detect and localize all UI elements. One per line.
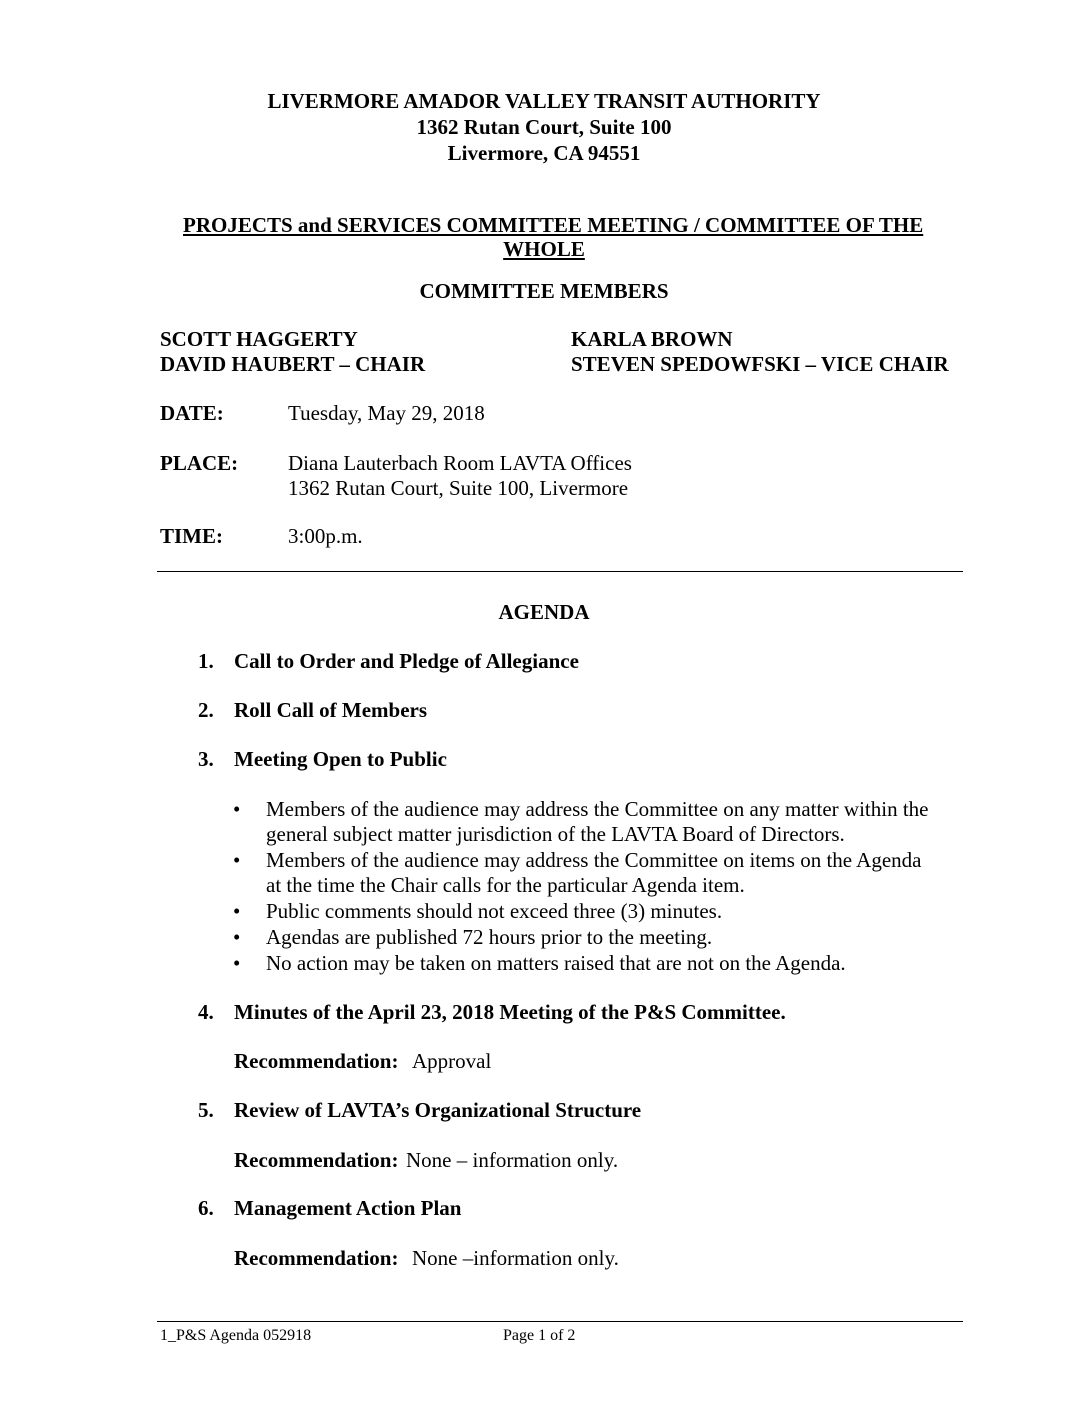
- bullet-text-line2: general subject matter jurisdiction of the LAVTA Board of Directors.: [266, 822, 845, 846]
- date-label: DATE:: [160, 401, 224, 425]
- recommendation-value: None –information only.: [412, 1246, 619, 1270]
- member-steven-spedowfski: STEVEN SPEDOWFSKI – VICE CHAIR: [571, 352, 949, 376]
- bullet-text-line1: Members of the audience may address the Committee on any matter within the: [266, 797, 929, 821]
- meeting-title-line1: PROJECTS and SERVICES COMMITTEE MEETING / COMMITTEE OF THE: [183, 213, 924, 237]
- agenda-item-title: Minutes of the April 23, 2018 Meeting of the P&S Committee.: [234, 1000, 786, 1024]
- time-label: TIME:: [160, 524, 223, 548]
- place-value-line2: 1362 Rutan Court, Suite 100, Livermore: [288, 476, 629, 500]
- place-label: PLACE:: [160, 451, 239, 475]
- recommendation-label: Recommendation:: [234, 1246, 399, 1270]
- footer-divider: [157, 1321, 963, 1322]
- section-divider: [157, 571, 963, 572]
- agenda-item-number: 4.: [198, 1000, 214, 1024]
- bullet-icon: •: [233, 951, 241, 975]
- agenda-item-title: Review of LAVTA’s Organizational Structure: [234, 1098, 642, 1122]
- recommendation-label: Recommendation:: [234, 1049, 399, 1073]
- agenda-item-number: 1.: [198, 649, 214, 673]
- org-name: LIVERMORE AMADOR VALLEY TRANSIT AUTHORITY: [267, 89, 821, 113]
- recommendation-value: None – information only.: [406, 1148, 619, 1172]
- agenda-item-number: 3.: [198, 747, 214, 771]
- agenda-item-title: Roll Call of Members: [234, 698, 428, 722]
- member-karla-brown: KARLA BROWN: [571, 327, 733, 351]
- bullet-icon: •: [233, 848, 241, 872]
- agenda-item-title: Management Action Plan: [234, 1196, 462, 1220]
- date-value: Tuesday, May 29, 2018: [288, 401, 485, 425]
- member-scott-haggerty: SCOTT HAGGERTY: [160, 327, 358, 351]
- org-address-line1: 1362 Rutan Court, Suite 100: [416, 115, 672, 139]
- bullet-icon: •: [233, 899, 241, 923]
- agenda-item-number: 5.: [198, 1098, 214, 1122]
- recommendation-label: Recommendation:: [234, 1148, 399, 1172]
- agenda-item-number: 2.: [198, 698, 214, 722]
- time-value: 3:00p.m.: [288, 524, 363, 548]
- members-heading: COMMITTEE MEMBERS: [419, 279, 669, 303]
- bullet-icon: •: [233, 797, 241, 821]
- bullet-text-line1: No action may be taken on matters raised that are not on the Agenda.: [266, 951, 846, 975]
- meeting-title-line2: WHOLE: [503, 237, 585, 261]
- recommendation-value: Approval: [412, 1049, 492, 1073]
- footer-doc-id: 1_P&S Agenda 052918: [160, 1327, 312, 1344]
- place-value-line1: Diana Lauterbach Room LAVTA Offices: [288, 451, 632, 475]
- agenda-heading: AGENDA: [498, 600, 590, 624]
- agenda-item-title: Meeting Open to Public: [234, 747, 447, 771]
- bullet-icon: •: [233, 925, 241, 949]
- bullet-text-line2: at the time the Chair calls for the particular Agenda item.: [266, 873, 745, 897]
- bullet-text-line1: Members of the audience may address the Committee on items on the Agenda: [266, 848, 922, 872]
- agenda-item-title: Call to Order and Pledge of Allegiance: [234, 649, 579, 673]
- bullet-text-line1: Agendas are published 72 hours prior to the meeting.: [266, 925, 713, 949]
- footer-page-number: Page 1 of 2: [503, 1327, 576, 1344]
- agenda-item-number: 6.: [198, 1196, 214, 1220]
- org-address-line2: Livermore, CA 94551: [447, 141, 641, 165]
- bullet-text-line1: Public comments should not exceed three (3) minutes.: [266, 899, 723, 923]
- member-david-haubert: DAVID HAUBERT – CHAIR: [160, 352, 426, 376]
